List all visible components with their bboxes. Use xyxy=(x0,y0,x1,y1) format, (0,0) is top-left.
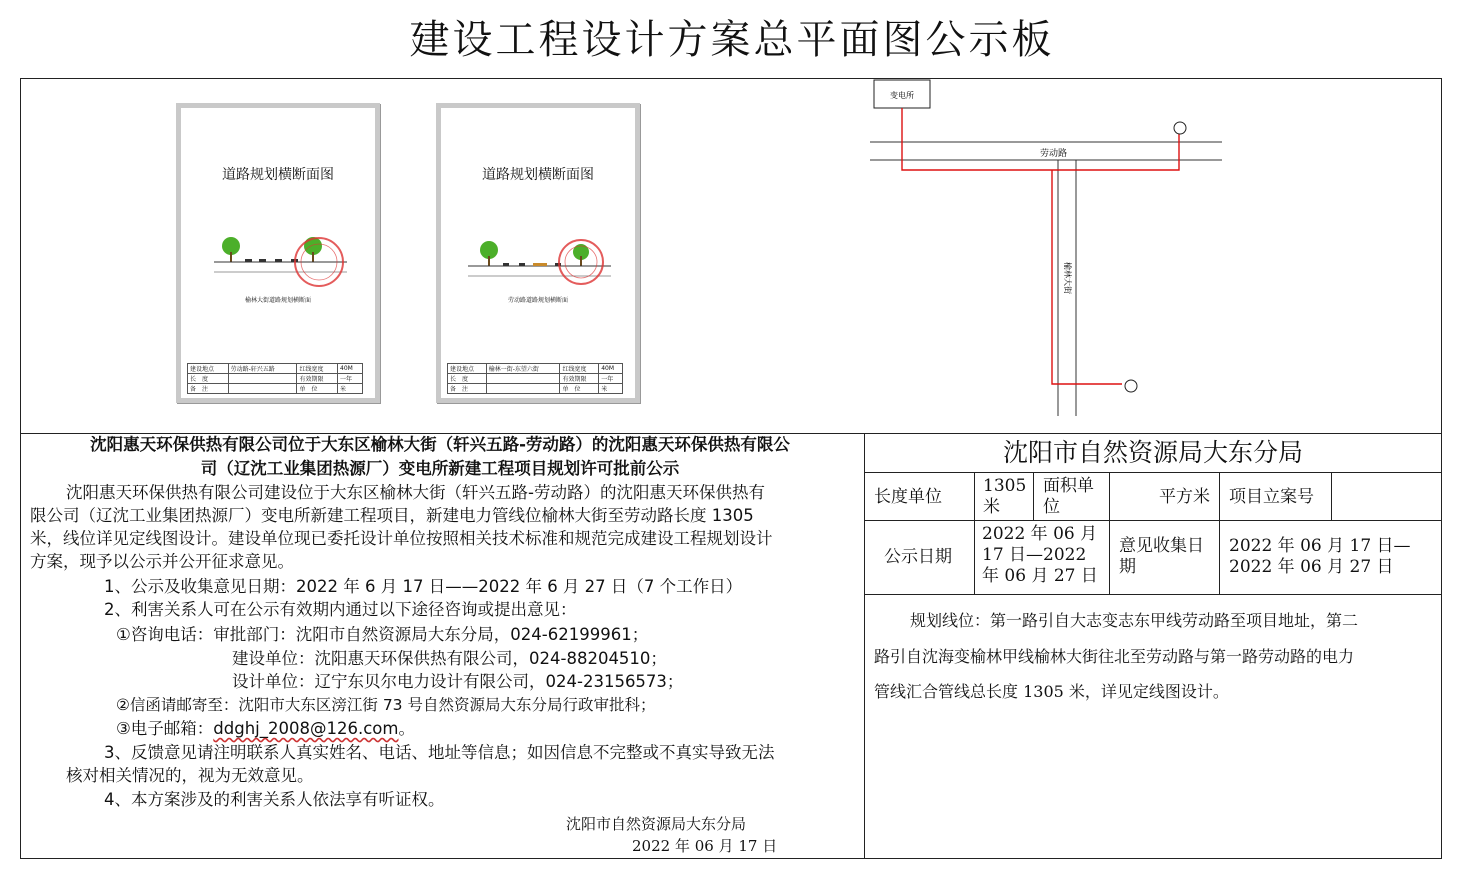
contact-builder: 建设单位：沈阳惠天环保供热有限公司，024-88204510； xyxy=(232,649,667,668)
cell: 单 位 xyxy=(560,384,599,394)
signature-org: 沈阳市自然资源局大东分局 xyxy=(566,815,747,833)
notice-heading-line2: 司（辽沈工业集团热源厂）变电所新建工程项目规划许可批前公示 xyxy=(200,459,680,478)
cell: 备 注 xyxy=(448,384,487,394)
email-label: ③电子邮箱： xyxy=(116,719,214,738)
cell xyxy=(486,374,560,384)
cell: 一年 xyxy=(338,374,363,384)
notice-item-3: 3、反馈意见请注明联系人真实姓名、电话、地址等信息；如因信息不完整或不真实导致无法 xyxy=(104,743,775,762)
notice-paragraph: 方案，现予以公示并公开征求意见。 xyxy=(30,552,294,571)
notice-item-2: 2、利害关系人可在公示有效期内通过以下途径咨询或提出意见： xyxy=(104,600,577,619)
doc-title: 道路规划横断面图 xyxy=(482,167,594,183)
contact-approval: ①咨询电话：审批部门：沈阳市自然资源局大东分局，024-62199961； xyxy=(116,625,649,644)
cell: 备 注 xyxy=(188,384,229,394)
page-title: 建设工程设计方案总平面图公示板 xyxy=(409,17,1055,63)
email-period: 。 xyxy=(398,719,415,738)
cross-section-document-1 xyxy=(176,103,380,403)
publicity-date-label: 公示日期 xyxy=(864,520,975,595)
cell: 单 位 xyxy=(297,384,338,394)
doc-info-table xyxy=(187,363,363,394)
publicity-date-value: 2022 年 06 月 17 日—2022 年 06 月 27 日 xyxy=(974,520,1110,595)
notice-paragraph: 沈阳惠天环保供热有限公司建设位于大东区榆林大街（轩兴五路-劳动路）的沈阳惠天环保供热有 xyxy=(66,483,765,502)
contact-email xyxy=(116,717,415,740)
cell: 米 xyxy=(599,384,623,394)
cell: 榆林一街-东望六街 xyxy=(486,364,560,374)
cell: 红线宽度 xyxy=(560,364,599,374)
power-line-route xyxy=(902,108,1179,170)
cell xyxy=(228,374,297,384)
project-number-label: 项目立案号 xyxy=(1219,472,1332,521)
notice-item-1: 1、公示及收集意见日期：2022 年 6 月 17 日——2022 年 6 月 27 日（7 个工作日） xyxy=(104,577,743,596)
area-unit-label: 面积单位 xyxy=(1033,472,1110,521)
cell: 有效期限 xyxy=(297,374,338,384)
cell xyxy=(486,384,560,394)
notice-item-3-cont: 核对相关情况的，视为无效意见。 xyxy=(66,766,314,785)
route-description-line3: 管线汇合管线总长度 1305 米，详见定线图设计。 xyxy=(874,682,1229,701)
cross-section-document-2 xyxy=(436,103,640,403)
email-link[interactable]: ddghj_2008@126.com xyxy=(213,719,399,738)
cell: 40M xyxy=(599,364,623,374)
cell: 米 xyxy=(338,384,363,394)
doc-caption: 劳动路道路规划横断面 xyxy=(507,297,568,304)
route-description-line1: 规划线位：第一路引自大志变志东甲线劳动路至项目地址，第二 xyxy=(910,611,1359,630)
power-line-route-2 xyxy=(1052,170,1122,384)
cell: 红线宽度 xyxy=(297,364,338,374)
cross-section-drawing xyxy=(209,232,349,292)
cell: 长 度 xyxy=(188,374,229,384)
doc-info-table xyxy=(447,363,623,394)
cell: 一年 xyxy=(599,374,623,384)
route-map xyxy=(860,78,1240,428)
substation-label: 变电所 xyxy=(890,91,914,100)
cell: 长 度 xyxy=(448,374,487,384)
notice-item-4: 4、本方案涉及的利害关系人依法享有听证权。 xyxy=(104,790,445,809)
feedback-date-label: 意见收集日期 xyxy=(1109,520,1220,595)
doc-title: 道路规划横断面图 xyxy=(222,167,334,183)
endpoint-marker xyxy=(1174,122,1186,134)
signature-date: 2022 年 06 月 17 日 xyxy=(632,837,778,855)
road-label-yulin: 榆林大街 xyxy=(1063,262,1072,294)
doc-caption: 榆林大街道路规划横断面 xyxy=(244,297,311,304)
cell: 建设地点 xyxy=(188,364,229,374)
area-unit-value: 平方米 xyxy=(1109,472,1220,521)
length-unit-label: 长度单位 xyxy=(864,472,975,521)
cell xyxy=(228,384,297,394)
length-unit-value: 1305 米 xyxy=(974,472,1034,521)
feedback-date-value: 2022 年 06 月 17 日—2022 年 06 月 27 日 xyxy=(1219,520,1442,595)
contact-mail: ②信函请邮寄至：沈阳市大东区滂江街 73 号自然资源局大东分局行政审批科； xyxy=(116,696,656,714)
endpoint-marker xyxy=(1125,380,1137,392)
road-label-laodong: 劳动路 xyxy=(1040,149,1068,159)
cross-section-drawing xyxy=(463,236,613,296)
notice-heading-line1: 沈阳惠天环保供热有限公司位于大东区榆林大街（轩兴五路-劳动路）的沈阳惠天环保供热有限公 xyxy=(90,435,790,454)
cell: 劳动路-轩兴五路 xyxy=(228,364,297,374)
agency-title: 沈阳市自然资源局大东分局 xyxy=(864,433,1442,473)
notice-paragraph: 米，线位详见定线图设计。建设单位现已委托设计单位按照相关技术标准和规范完成建设工程规划设计 xyxy=(30,529,773,548)
notice-paragraph: 限公司（辽沈工业集团热源厂）变电所新建工程项目，新建电力管线位榆林大街至劳动路长度 1305 xyxy=(30,506,754,525)
cell: 40M xyxy=(338,364,363,374)
cell: 建设地点 xyxy=(448,364,487,374)
cell: 有效期限 xyxy=(560,374,599,384)
contact-designer: 设计单位：辽宁东贝尔电力设计有限公司，024-23156573； xyxy=(232,672,684,691)
route-description-line2: 路引自沈海变榆林甲线榆林大街往北至劳动路与第一路劳动路的电力 xyxy=(874,647,1355,666)
project-number-value xyxy=(1331,472,1442,521)
